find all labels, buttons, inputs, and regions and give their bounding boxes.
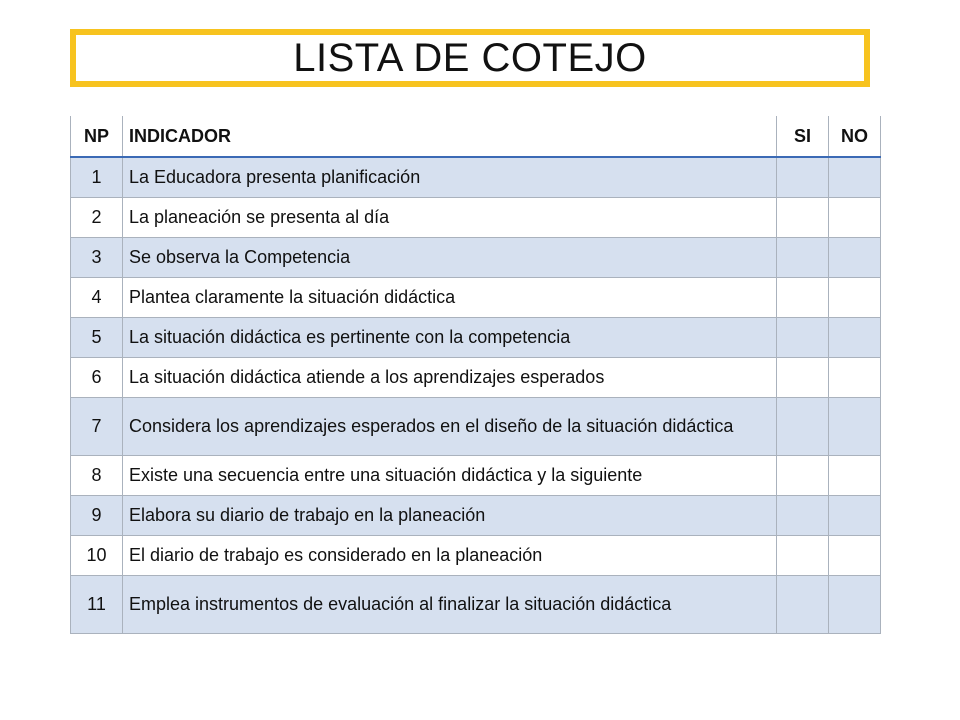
no-cell[interactable] bbox=[829, 197, 881, 237]
si-cell[interactable] bbox=[777, 197, 829, 237]
table-row bbox=[71, 277, 881, 317]
no-cell[interactable] bbox=[829, 237, 881, 277]
table-row bbox=[71, 575, 881, 633]
row-indicator: Emplea instrumentos de evaluación al finalizar la situación didáctica bbox=[123, 575, 777, 633]
header-no: NO bbox=[829, 116, 881, 157]
no-cell[interactable] bbox=[829, 535, 881, 575]
row-number: 10 bbox=[71, 535, 123, 575]
row-indicator: La situación didáctica es pertinente con la competencia bbox=[123, 317, 777, 357]
row-number: 3 bbox=[71, 237, 123, 277]
table-row bbox=[71, 495, 881, 535]
si-cell[interactable] bbox=[777, 317, 829, 357]
row-indicator: El diario de trabajo es considerado en la planeación bbox=[123, 535, 777, 575]
page-title: LISTA DE COTEJO bbox=[293, 35, 647, 80]
si-cell[interactable] bbox=[777, 157, 829, 197]
table-row bbox=[71, 397, 881, 455]
no-cell[interactable] bbox=[829, 575, 881, 633]
row-indicator: La planeación se presenta al día bbox=[123, 197, 777, 237]
table-row bbox=[71, 157, 881, 197]
no-cell[interactable] bbox=[829, 157, 881, 197]
row-number: 1 bbox=[71, 157, 123, 197]
row-number: 8 bbox=[71, 455, 123, 495]
si-cell[interactable] bbox=[777, 535, 829, 575]
row-indicator: Plantea claramente la situación didáctica bbox=[123, 277, 777, 317]
header-indicator: INDICADOR bbox=[123, 116, 777, 157]
header-row bbox=[71, 116, 881, 157]
table-row bbox=[71, 197, 881, 237]
row-number: 5 bbox=[71, 317, 123, 357]
row-indicator: La Educadora presenta planificación bbox=[123, 157, 777, 197]
row-number: 6 bbox=[71, 357, 123, 397]
table-row bbox=[71, 357, 881, 397]
no-cell[interactable] bbox=[829, 495, 881, 535]
si-cell[interactable] bbox=[777, 495, 829, 535]
row-indicator: Existe una secuencia entre una situación didáctica y la siguiente bbox=[123, 455, 777, 495]
no-cell[interactable] bbox=[829, 357, 881, 397]
row-indicator: Elabora su diario de trabajo en la planeación bbox=[123, 495, 777, 535]
table-row bbox=[71, 455, 881, 495]
table-row bbox=[71, 317, 881, 357]
si-cell[interactable] bbox=[777, 357, 829, 397]
row-indicator: La situación didáctica atiende a los aprendizajes esperados bbox=[123, 357, 777, 397]
row-number: 2 bbox=[71, 197, 123, 237]
header-si: SI bbox=[777, 116, 829, 157]
si-cell[interactable] bbox=[777, 237, 829, 277]
si-cell[interactable] bbox=[777, 277, 829, 317]
row-indicator: Se observa la Competencia bbox=[123, 237, 777, 277]
header-np: NP bbox=[71, 116, 123, 157]
si-cell[interactable] bbox=[777, 397, 829, 455]
no-cell[interactable] bbox=[829, 397, 881, 455]
row-number: 9 bbox=[71, 495, 123, 535]
no-cell[interactable] bbox=[829, 455, 881, 495]
no-cell[interactable] bbox=[829, 277, 881, 317]
table-row bbox=[71, 535, 881, 575]
no-cell[interactable] bbox=[829, 317, 881, 357]
si-cell[interactable] bbox=[777, 455, 829, 495]
table-row bbox=[71, 237, 881, 277]
checklist-table bbox=[70, 116, 881, 634]
row-number: 7 bbox=[71, 397, 123, 455]
row-indicator: Considera los aprendizajes esperados en el diseño de la situación didáctica bbox=[123, 397, 777, 455]
si-cell[interactable] bbox=[777, 575, 829, 633]
title-box bbox=[70, 29, 870, 87]
row-number: 11 bbox=[71, 575, 123, 633]
row-number: 4 bbox=[71, 277, 123, 317]
